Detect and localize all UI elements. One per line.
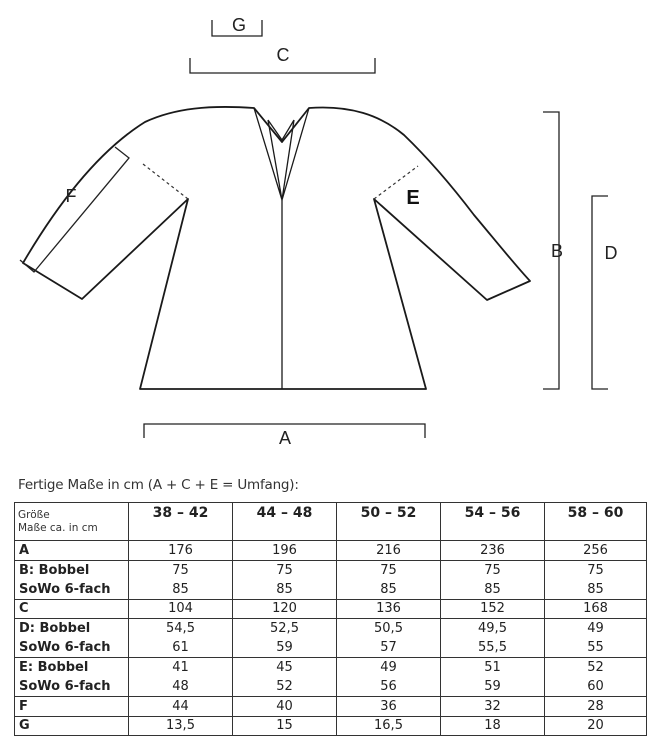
dimension-a-label: A (278, 428, 292, 448)
dimension-d-bracket (592, 196, 608, 389)
cell-value: 75 (276, 562, 293, 578)
cell-value: 49 (380, 660, 397, 675)
row-sublabel: B: Bobbel (19, 562, 90, 578)
table-row-e (15, 658, 647, 697)
cell-value: 49 (587, 621, 604, 636)
cell-value: 55 (587, 640, 604, 655)
cell-value: 52,5 (270, 621, 299, 636)
table-cell: 16,5 (337, 716, 441, 736)
size-header-5: 58 – 60 (545, 503, 647, 541)
cell-value: 85 (587, 581, 604, 597)
table-row-c (15, 599, 647, 619)
table-cell: 18 (441, 716, 545, 736)
cell-value: 85 (380, 581, 397, 597)
cell-value: 60 (587, 679, 604, 694)
cell-value: 85 (172, 581, 189, 597)
table-row-g (15, 716, 647, 736)
table-cell (233, 560, 337, 599)
dimension-f-label: F (65, 186, 77, 206)
table-row-a (15, 541, 647, 561)
dimension-b-label: B (550, 241, 564, 261)
row-label (15, 658, 129, 697)
cell-value: 45 (276, 660, 293, 675)
table-cell (129, 658, 233, 697)
table-cell (337, 619, 441, 658)
table-cell: 196 (233, 541, 337, 561)
garment-outline (23, 107, 530, 389)
measurements-caption: Fertige Maße in cm (A + C + E = Umfang): (18, 477, 299, 493)
table-cell (129, 619, 233, 658)
dimension-g-label: G (231, 15, 247, 35)
row-label (15, 560, 129, 599)
table-cell: 136 (337, 599, 441, 619)
table-cell (129, 560, 233, 599)
row-label: F (15, 697, 129, 717)
cell-value: 55,5 (478, 640, 507, 655)
cell-value: 51 (484, 660, 501, 675)
table-cell: 36 (337, 697, 441, 717)
cell-value: 75 (484, 562, 501, 578)
table-cell (441, 658, 545, 697)
table-cell: 40 (233, 697, 337, 717)
table-cell (233, 619, 337, 658)
cell-value: 41 (172, 660, 189, 675)
size-header-label: Größe (18, 508, 50, 521)
cell-value: 52 (276, 679, 293, 694)
cell-value: 50,5 (374, 621, 403, 636)
table-cell: 28 (545, 697, 647, 717)
table-cell: 13,5 (129, 716, 233, 736)
measurements-table (14, 502, 647, 736)
table-cell: 176 (129, 541, 233, 561)
table-cell (545, 560, 647, 599)
table-cell (441, 560, 545, 599)
size-header-2: 44 – 48 (233, 503, 337, 541)
table-cell (441, 619, 545, 658)
row-sublabel: SoWo 6-fach (19, 640, 111, 655)
row-sublabel: SoWo 6-fach (19, 679, 111, 694)
table-cell (337, 658, 441, 697)
cell-value: 75 (380, 562, 397, 578)
table-cell: 15 (233, 716, 337, 736)
cell-value: 85 (484, 581, 501, 597)
dimension-c-label: C (276, 45, 290, 65)
size-header-1: 38 – 42 (129, 503, 233, 541)
cell-value: 59 (484, 679, 501, 694)
cell-value: 75 (172, 562, 189, 578)
cell-value: 56 (380, 679, 397, 694)
table-cell (545, 619, 647, 658)
cell-value: 52 (587, 660, 604, 675)
table-cell: 168 (545, 599, 647, 619)
dimension-d-label: D (604, 243, 618, 263)
table-cell (337, 560, 441, 599)
table-row-d (15, 619, 647, 658)
table-cell: 104 (129, 599, 233, 619)
table-cell: 152 (441, 599, 545, 619)
armhole-left-dashed (143, 164, 188, 199)
size-header-3: 50 – 52 (337, 503, 441, 541)
table-cell: 120 (233, 599, 337, 619)
cell-value: 54,5 (166, 621, 195, 636)
cell-value: 49,5 (478, 621, 507, 636)
table-cell: 236 (441, 541, 545, 561)
table-cell: 44 (129, 697, 233, 717)
table-cell: 216 (337, 541, 441, 561)
size-header-4: 54 – 56 (441, 503, 545, 541)
cell-value: 75 (587, 562, 604, 578)
neckline-detail (254, 108, 309, 200)
cell-value: 85 (276, 581, 293, 597)
dimension-f-bracket (20, 147, 129, 272)
table-header-label-cell (15, 503, 129, 541)
table-cell: 32 (441, 697, 545, 717)
row-sublabel: SoWo 6-fach (19, 581, 111, 597)
cell-value: 59 (276, 640, 293, 655)
row-sublabel: E: Bobbel (19, 660, 89, 675)
row-label (15, 619, 129, 658)
cell-value: 61 (172, 640, 189, 655)
table-cell (545, 658, 647, 697)
table-row-f (15, 697, 647, 717)
row-label: A (15, 541, 129, 561)
cell-value: 57 (380, 640, 397, 655)
table-cell: 256 (545, 541, 647, 561)
table-row-b (15, 560, 647, 599)
table-cell: 20 (545, 716, 647, 736)
dimension-e-label: E (406, 187, 420, 209)
row-label: G (15, 716, 129, 736)
cell-value: 48 (172, 679, 189, 694)
table-header-row (15, 503, 647, 541)
table-cell (233, 658, 337, 697)
row-label: C (15, 599, 129, 619)
row-sublabel: D: Bobbel (19, 621, 91, 636)
measure-header-label: Maße ca. in cm (18, 521, 98, 534)
